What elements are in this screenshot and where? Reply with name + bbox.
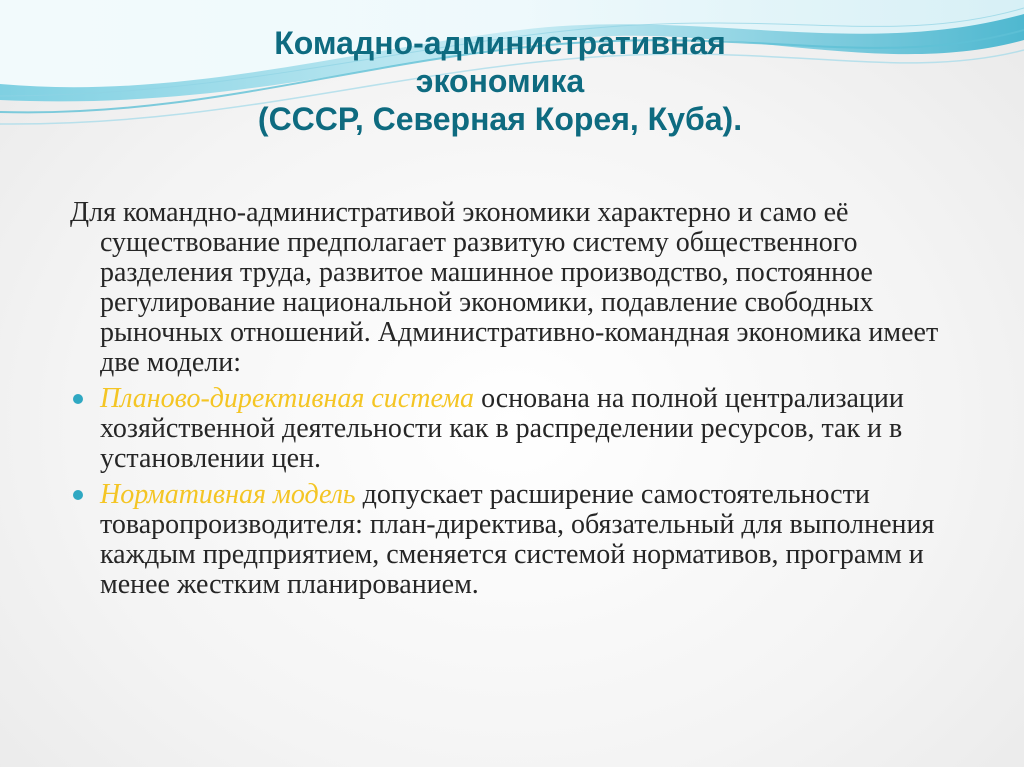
- slide-title: [100, 24, 900, 138]
- bullet-text: основана на полной централизации хозяйственной деятельности как в распределении ресурсов, так и в установлении цен.: [100, 383, 904, 474]
- title-line-3: (СССР, Северная Корея, Куба).: [257, 101, 743, 137]
- slide-body: [70, 198, 970, 600]
- title-line-2: экономика: [415, 63, 585, 99]
- bullet-item-planned-directive: [70, 384, 970, 474]
- bullet-item-normative-model: [70, 480, 970, 600]
- title-line-1: Комадно-административная: [274, 25, 726, 61]
- bullet-term: Планово-директивная система: [100, 383, 475, 414]
- intro-paragraph: Для командно-административой экономики характерно и само её существование предполагает развитую систему общественного разделения труда, развитое машинное производство, постоянное регулирование национальной экономики, подавление свободных рыночных отношений. Административно-командная экономика имеет две модели:: [70, 197, 939, 378]
- bullet-dot-icon: [73, 394, 83, 404]
- bullet-term: Нормативная модель: [100, 479, 356, 510]
- bullet-dot-icon: [73, 490, 83, 500]
- bullet-text: допускает расширение самостоятельности товаропроизводителя: план-директива, обязательный для выполнения каждым предприятием, сменяется системой нормативов, программ и менее жестким планированием.: [100, 479, 935, 600]
